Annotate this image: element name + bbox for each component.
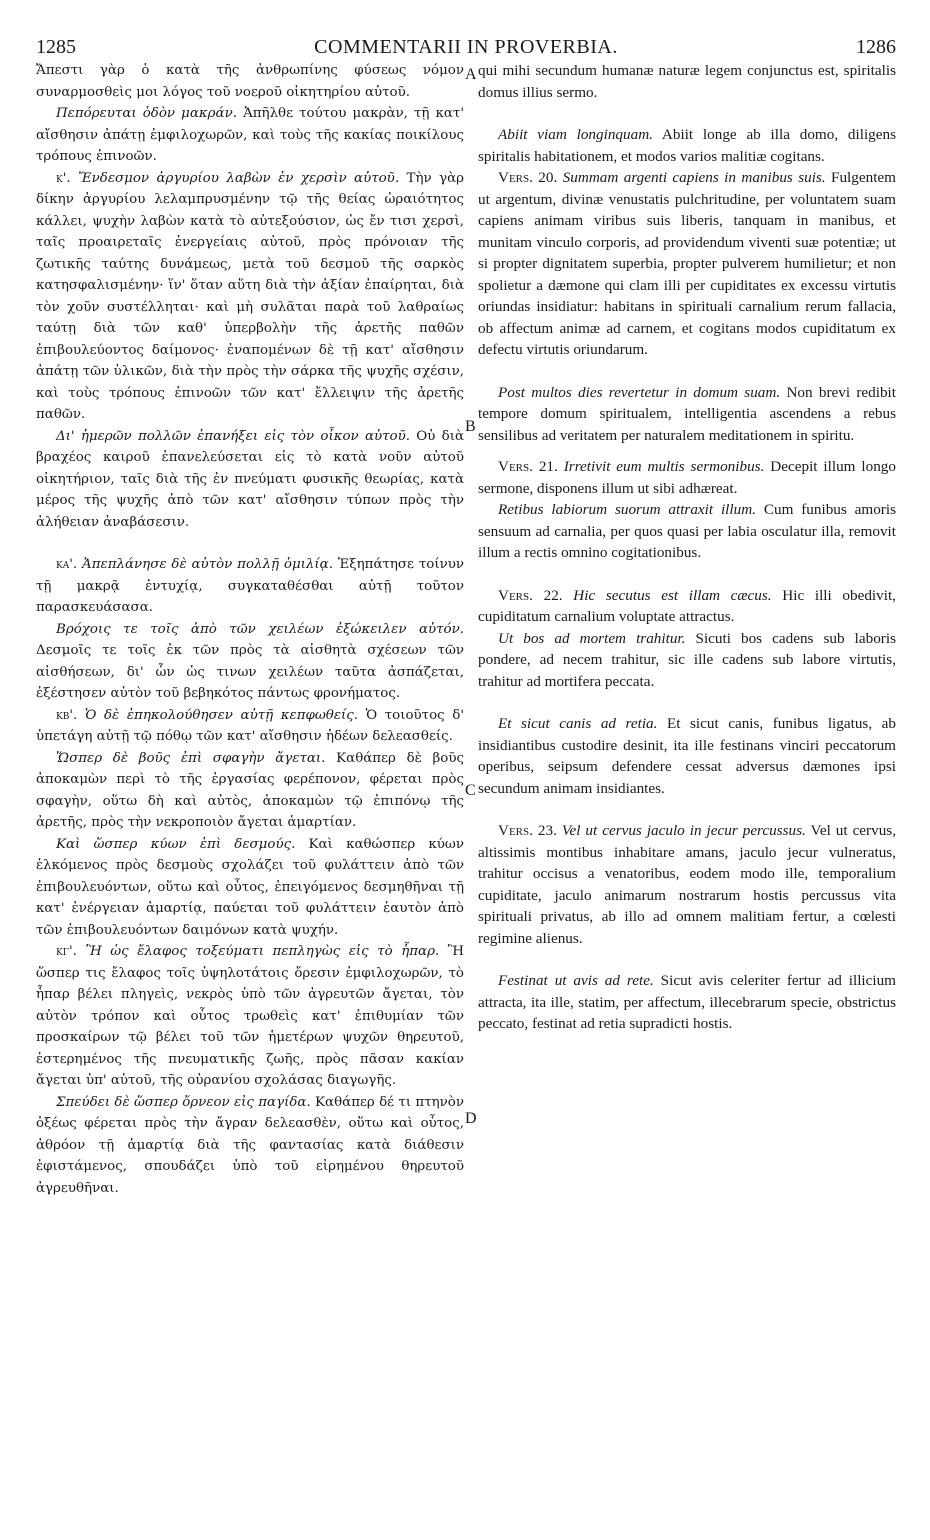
commentary-text: Hic illi obedivit, cupiditatum carnalium voluptate attractus. — [478, 586, 896, 625]
page-number-left: 1285 — [36, 36, 76, 58]
commentary-text: Vel ut cervus, altissimis montibus inhabitare amans, jaculo jecur vulneratus, trahitur occisus a venatoribus, eodem modo ille, temporalium cupiditate, jaculo animarum nostrarum hostis percussus vita spirituali privatus, ab illo ad omnem malitiam fertur, a cœlesti regimine alienus. — [478, 822, 896, 947]
margin-mark-d: D — [465, 1110, 477, 1127]
verse-number: Vers. 20. — [498, 169, 558, 186]
latin-paragraph — [478, 499, 896, 564]
commentary-text: Οὐ διὰ βραχέος καιροῦ ἐπανελεύσεται εἰς τὸ κατὰ νοῦν αὐτοῦ οἰκητήριον, ταῖς διὰ τῆς ἐν πνεύματι φυσικῆς θεωρίας, κατὰ μέρος τῆς ψυχῆς ἀπὸ τῶν κατ' αἴσθησιν τύπων πρὸς τὴν ἀλήθειαν ἀναβάσεσιν. — [36, 428, 464, 530]
margin-mark-a: A — [465, 66, 477, 83]
running-header — [36, 36, 896, 62]
commentary-text: Καὶ καθώσπερ κύων ἑλκόμενος πρὸς δεσμοὺς σχολάζει τοῦ φυλάττειν ἀπὸ τῶν ἐπιβουλευόντων, οὕτω καὶ οὗτος, ἐπειγόμενος δεσμηθῆναι τῇ κατ' ἐνέργειαν ἁμαρτίᾳ, παύεται τοῦ φυλάττειν ἑαυτὸν ἀπὸ τῶν ἐπιβουλευόντων δαιμόνων κατὰ ψυχήν. — [36, 836, 464, 938]
commentary-text: Καθάπερ δέ τι πτηνὸν ὀξέως φέρεται πρὸς τὴν ἄγραν δελεασθὲν, οὕτω καὶ οὗτος, ἀθρόον τῇ ἁμαρτίᾳ διὰ τῆς φαντασίας κατὰ διάθεσιν ἐφιστάμενος, σπουδάζει ὑπὸ τοῦ εἰρημένου θηρευτοῦ ἀγρευθῆναι. — [36, 1094, 464, 1196]
latin-paragraph — [478, 456, 896, 499]
latin-paragraph — [478, 713, 896, 799]
latin-paragraph — [478, 167, 896, 361]
page-number-right: 1286 — [856, 36, 896, 58]
lemma: Festinat ut avis ad rete. — [498, 972, 654, 989]
verse-number: κα'. — [56, 557, 78, 572]
latin-paragraph — [478, 970, 896, 1035]
commentary-text: Ὁ τοιοῦτος δ' ὑπετάγη αὐτῇ τῷ πόθῳ τῶν κατ' αἴσθησιν ἡδέων δελεασθείς. — [36, 707, 464, 744]
greek-paragraph — [36, 705, 464, 748]
verse-number: Vers. 23. — [498, 822, 557, 839]
margin-mark-c: C — [465, 782, 476, 799]
greek-paragraph — [36, 748, 464, 834]
latin-paragraph — [478, 628, 896, 693]
commentary-text: qui mihi secundum humanæ naturæ legem conjunctus est, spiritalis domus illius sermo. — [478, 62, 896, 101]
verse-number: Vers. 21. — [498, 458, 558, 475]
greek-paragraph — [36, 834, 464, 942]
lemma: Vel ut cervus jaculo in jecur percussus. — [561, 822, 806, 839]
lemma: Summam argenti capiens in manibus suis. — [562, 169, 826, 186]
commentary-text: Abiit longe ab illa domo, diligens spiritalis habitationem, et modos varios malitiæ cogitans. — [478, 126, 897, 165]
latin-paragraph — [478, 585, 896, 628]
lemma: Abiit viam longinquam. — [498, 126, 653, 143]
commentary-text: Ἢ ὥσπερ τις ἔλαφος τοῖς ὑψηλοτάτοις ὄρεσιν ἐμφιλοχωρῶν, τὸ ἧπαρ βέλει πληγεὶς, νεκρὸς ὑπὸ τῶν ἀγρευτῶν ἄγεται, τὸν αὐτὸν τρόπον καὶ οὗτος τρωθεὶς κατ' ἐπιθυμίαν τῶν προσκαίρων τῷ βέλει τοῦ τῶν ἡμετέρων ψυχῶν θηρευτοῦ, ἐστερημένος τῆς πνευματικῆς ζωῆς, πρὸς πᾶσαν κακίαν ἄγεται ὑπ' αὐτοῦ, τῆς οὐρανίου σχολάσας διαγωγῆς. — [36, 944, 464, 1088]
lemma: Irretivit eum multis sermonibus. — [563, 458, 765, 475]
commentary-text: Ἀπῆλθε τούτου μακρὰν, τῇ κατ' αἴσθησιν ἀπάτῃ ἐμφιλοχωρῶν, καὶ τοὺς τῆς κακίας ποικίλους τρόπους ἐπινοῶν. — [36, 106, 464, 164]
commentary-text: Cum funibus amoris sensuum ad carnalia, per quos quasi per labia osculatur illa, removit illum a rectis omnino cogitationibus. — [478, 501, 896, 561]
lemma: Καὶ ὥσπερ κύων ἐπὶ δεσμούς. — [56, 836, 296, 852]
commentary-text: Sicuti bos cadens sub laboris pondere, ad necem trahitur, sic ille cadens sub labore virtutis, trahitur ad mortifera peccata. — [478, 629, 896, 690]
latin-paragraph — [478, 820, 896, 949]
commentary-text: Ἐξηπάτησε τοίνυν τῇ μακρᾷ ἐντυχίᾳ, συγκαταθέσθαι αὐτῇ τοῦτον παρασκευάσασα. — [36, 557, 465, 615]
commentary-text: Καθάπερ δὲ βοῦς ἀποκαμὼν περὶ τὸ τῆς ἐργασίας φερέπονον, φέρεται πρὸς σφαγὴν, οὕτω δὴ καὶ αὐτὸς, ἀποκαμὼν τῷ ἐπιπόνῳ τῆς ἀρετῆς, πρὸς τὴν νεκροποιὸν ἄγεται ἁμαρτίαν. — [36, 750, 465, 830]
greek-paragraph — [36, 168, 464, 426]
greek-paragraph — [36, 619, 464, 705]
lemma: Πεπόρευται ὁδὸν μακράν. — [56, 106, 237, 121]
lemma: Δι' ἡμερῶν πολλῶν ἐπανήξει εἰς τὸν οἶκον αὐτοῦ. — [56, 428, 411, 444]
greek-paragraph — [36, 554, 464, 619]
commentary-text: Fulgentem ut argentum, divinæ venustatis pulchritudine, per voluntatem suam capiens animam viribus suis liberis, tanquam in manibus, et munitam vinculo corporis, ad providendum viventi suæ potentiæ; ut si propter dignitatem superbia, propter pulverem humilietur; et non spolietur a dæmone qui clam illi per cupiditates ex excessu virtutis oriundas insidiatur: habitans in spirituali carnalium rerum fallacia, ob affectum animæ ad carnem, et cogitans modos cupiditatum ex defectu virtutis oriundarum. — [478, 169, 896, 358]
greek-paragraph — [36, 941, 464, 1092]
commentary-text: Τὴν γὰρ δίκην ἀργυρίου λελαμπρυσμένην τῷ τῆς θείας ὡραιότητος κάλλει, ψυχὴν λαβὼν κατὰ τὸ αὐτεξούσιον, ὡς ἔν τισι χερσὶ, ταῖς προαιρεταῖς ἐνεργείαις αὐτοῦ, πρὸς πρόνοιαν τῆς ζωτικῆς ταύτης δυνάμεως, μετὰ τοῦ δεσμοῦ τῆς σαρκὸς κατησφαλισμένην· ἵν' ὅταν αὕτη διὰ τὴν ἀξίαν ἐπαίρηται, διὰ τὸν χοῦν συστέλληται· καὶ μὴ συλᾶται παρὰ τοῦ λαθραίως ταύτῃ διὰ τῶν καθ' ὑπερβολὴν τῆς ἀρετῆς παθῶν ἐπιβουλεύοντος δαίμονος· ἐναπομένων δὲ τῇ κατ' αἴσθησιν ἀπάτῃ τῶν ὑλικῶν, διὰ τὴν πρὸς τὴν σάρκα τῆς ψυχῆς σχέσιν, καὶ τοὺς τρόπους ἐπινοῶν τῶν κατ' ἔλλειψιν τῆς ἀρετῆς παθῶν. — [36, 170, 464, 422]
lemma: Ἢ ὡς ἔλαφος τοξεύματι πεπληγὼς εἰς τὸ ἧπαρ. — [85, 944, 440, 959]
verse-number: κγ'. — [56, 944, 77, 959]
latin-paragraph — [478, 60, 896, 103]
greek-paragraph — [36, 103, 464, 168]
lemma: Ἔνδεσμον ἀργυρίου λαβὼν ἐν χερσὶν αὐτοῦ. — [78, 170, 400, 186]
lemma: Et sicut canis ad retia. — [498, 715, 658, 732]
lemma: Ἀπεπλάνησε δὲ αὐτὸν πολλῇ ὁμιλίᾳ. — [82, 557, 333, 572]
lemma: Ὥσπερ δὲ βοῦς ἐπὶ σφαγὴν ἄγεται. — [56, 750, 326, 766]
lemma: Σπεύδει δὲ ὥσπερ ὄρνεον εἰς παγίδα. — [56, 1094, 311, 1110]
verse-number: Vers. 22. — [498, 586, 563, 604]
margin-mark-b: B — [465, 418, 476, 435]
verse-number: κ'. — [56, 170, 71, 186]
lemma: Retibus labiorum suorum attraxit illum. — [498, 501, 756, 518]
running-title: COMMENTARII IN PROVERBIA. — [314, 36, 618, 58]
lemma: Ut bos ad mortem trahitur. — [498, 629, 686, 647]
greek-column — [36, 60, 464, 1199]
latin-column — [478, 60, 896, 1035]
commentary-text: Decepit illum longo sermone, disponens illum ut sibi adhæreat. — [478, 458, 896, 497]
commentary-text: Ἄπεστι γὰρ ὁ κατὰ τῆς ἀνθρωπίνης φύσεως νόμον συναρμοσθεὶς μοι λόγος τοῦ νοεροῦ οἰκητηρίου αὐτοῦ. — [36, 63, 464, 100]
latin-paragraph — [478, 382, 896, 447]
commentary-text: Δεσμοῖς τε τοῖς ἐκ τῶν πρὸς τὰ αἰσθητὰ σχέσεων τῶν αἰσθήσεων, δι' ὧν ὡς τινων χειλέων ταῦτα ἀσπάζεται, ἐξέστησεν αὐτὸν τοῦ βεβηκότος πάντως φρονήματος. — [36, 643, 464, 701]
lemma: Ὁ δὲ ἐπηκολούθησεν αὐτῇ κεπφωθείς. — [84, 707, 359, 723]
greek-paragraph — [36, 426, 464, 534]
commentary-text: Non brevi redibit tempore domum spiritualem, intelligentia ascendens a rebus sensilibus ad veritatem per naturalem meditationem in spiritu. — [478, 383, 896, 444]
greek-paragraph — [36, 1092, 464, 1200]
lemma: Βρόχοις τε τοῖς ἀπὸ τῶν χειλέων ἐξώκειλεν αὐτόν. — [56, 621, 464, 637]
verse-number: κβ'. — [56, 707, 78, 723]
lemma: Post multos dies revertetur in domum suam. — [498, 383, 781, 401]
lemma: Hic secutus est illam cæcus. — [573, 586, 772, 604]
greek-paragraph — [36, 60, 464, 103]
latin-paragraph — [478, 124, 896, 167]
commentary-text: Sicut avis celeriter fertur ad illicium attracta, ita ille, statim, per affectum, illecebrarum specie, obstrictus peccato, festinat ad retia supradicti hostis. — [478, 972, 896, 1032]
commentary-text: Et sicut canis, funibus ligatus, ab insidiantibus custodire desinit, ita ille festinans vinciri peccatorum operibus, seipsum defendere cessat adversus dæmones ipsi secundum animam insidiantes. — [478, 715, 896, 797]
